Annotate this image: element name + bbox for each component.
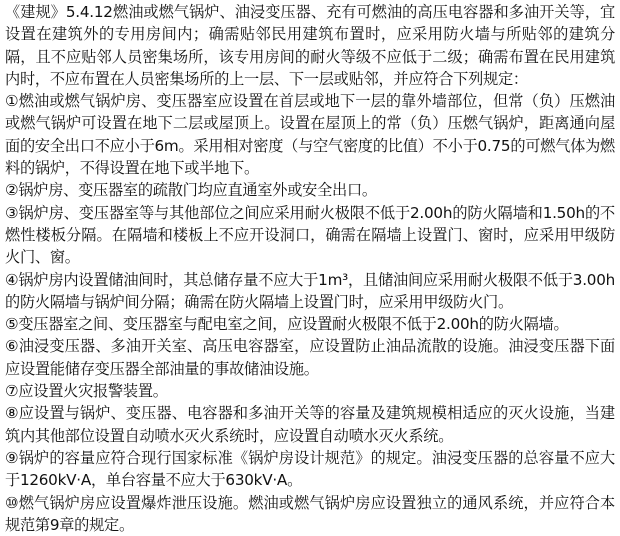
rule-item-1: ①燃油或燃气锅炉房、变压器室应设置在首层或地下一层的靠外墙部位，但常（负）压燃油或燃气锅炉可设置在地下二层或屋顶上。设置在屋顶上的常（负）压燃气锅炉，距离通向屋面的安全出口不应小于6m。采用相对密度（与空气密度的比值）不小于0.75的可燃气体为燃料的锅炉，不得设置在地下或半地下。: [5, 92, 615, 178]
rule-item-10: ⑩燃气锅炉房应设置爆炸泄压设施。燃油或燃气锅炉房应设置独立的通风系统，并应符合本规范第9章的规定。: [5, 493, 615, 534]
rule-item-6: ⑥油浸变压器、多油开关室、高压电容器室，应设置防止油品流散的设施。油浸变压器下面应设置能储存变压器全部油量的事故储油设施。: [5, 337, 615, 378]
rule-item-9: ⑨锅炉的容量应符合现行国家标准《锅炉房设计规范》的规定。油浸变压器的总容量不应大于1260kV·A，单台容量不应大于630kV·A。: [5, 448, 615, 490]
rule-item-2: ②锅炉房、变压器室的疏散门均应直通室外或安全出口。: [5, 181, 377, 200]
rule-item-8: ⑧应设置与锅炉、变压器、电容器和多油开关等的容量及建筑规模相适应的灭火设施，当建筑内其他部位设置自动喷水灭火系统时，应设置自动喷水灭火系统。: [5, 404, 615, 445]
rule-item-5: ⑤变压器室之间、变压器室与配电室之间，应设置耐火极限不低于2.00h的防火隔墙。: [5, 315, 569, 334]
intro-paragraph: 《建规》5.4.12燃油或燃气锅炉、油浸变压器、充有可燃油的高压电容器和多油开关等，宜设置在建筑外的专用房间内；确需贴邻民用建筑布置时，应采用防火墙与所贴邻的建筑分隔，且不应贴邻人员密集场所，该专用房间的耐火等级不应低于二级；确需布置在民用建筑内时，不应布置在人员密集场所的上一层、下一层或贴邻，并应符合下列规定：: [5, 3, 615, 88]
rule-item-4: ④锅炉房内设置储油间时，其总储存量不应大于1m³，且储油间应采用耐火极限不低于3.00h的防火隔墙与锅炉间分隔；确需在防火隔墙上设置门时，应采用甲级防火门。: [5, 270, 615, 311]
rule-item-3: ③锅炉房、变压器室等与其他部位之间应采用耐火极限不低于2.00h的防火隔墙和1.50h的不燃性楼板分隔。在隔墙和楼板上不应开设洞口，确需在隔墙上设置门、窗时，应采用甲级防火门、窗。: [5, 203, 615, 267]
rule-item-7: ⑦应设置火灾报警装置。: [5, 382, 168, 401]
